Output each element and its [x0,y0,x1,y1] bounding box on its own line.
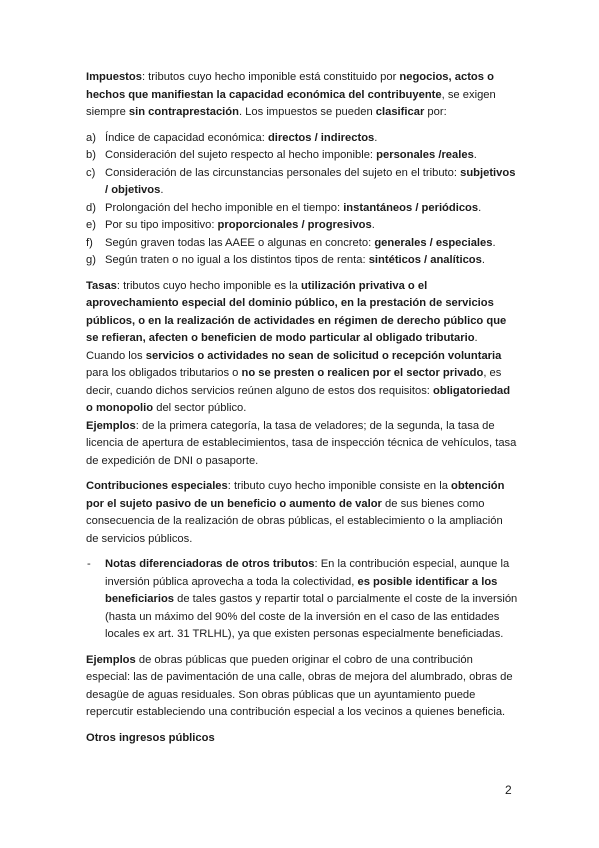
bold-text-run: Ejemplos [86,653,136,666]
bold-text-run: no se presten o realicen por el sector privado [241,367,484,379]
list-marker: b) [86,149,96,161]
text-run: , es decir, cuando dichos servicios reúnen alguno de estos dos requisitos: [86,367,502,397]
list-item [86,252,518,270]
list-marker: d) [86,201,96,214]
bold-text-run: Tasas [86,279,117,292]
list-item-text [105,149,477,161]
text-run: Según graven todas las AAEE o algunas en concreto: [105,236,375,249]
bold-text-run: subjetivos / objetivos [105,166,516,196]
bold-text-run: obligatoriedad o monopolio [86,384,511,414]
text-run: del sector público. [153,402,247,414]
bold-text-run: personales /reales [376,149,474,161]
list-item-text [105,254,485,266]
text-run: . [374,131,378,144]
text-run: : de la primera categoría, la tasa de veladores; de la segunda, la tasa de licencia de apertura de establecimientos, tasa de inspección técnica de vehículos, tasa de expedición de DNI o pasaporte. [86,419,517,467]
bold-text-run: Impuestos [86,71,142,83]
text-run: . [371,219,375,231]
bold-text-run: Ejemplos [86,419,136,432]
text-run: : tributos cuyo hecho imponible es la [116,279,301,292]
text-run: . [160,184,164,196]
notas-text [105,558,517,640]
list-item-text [105,219,375,231]
dash-marker: - [87,558,91,570]
text-run: . [478,201,482,214]
text-run: de obras públicas que pueden originar el cobro de una contribución especial: las de pavimentación de una calle, obras de mejora del alumbrado, obras de desagüe de aguas residuales. Son obras públicas que un ayuntamiento puede repercutir estableciendo una contribución especial a los vecinos a quienes beneficia. [86,653,513,718]
list-item [86,130,518,148]
bold-text-run: Notas diferenciadoras de otros tributos [105,558,315,570]
list-marker: c) [86,166,96,179]
text-run: . Los impuestos se pueden [238,106,376,118]
text-run: : En la contribución especial, aunque la inversión pública aprovecha a toda la colectividad, [105,558,510,588]
contribuciones-paragraph [86,478,518,548]
bold-text-run: clasificar [375,106,425,118]
text-run: Consideración de las circunstancias personales del sujeto en el tributo: [105,166,461,179]
list-item [86,217,518,235]
list-marker: e) [86,219,96,231]
list-marker: a) [86,131,96,144]
section-heading-otros [86,730,518,748]
list-item-text [105,167,515,197]
list-item [86,200,518,218]
contribuciones-examples-paragraph [86,652,518,722]
bold-text-run: utilización privativa o el aprovechamiento especial del dominio público, en la prestación de servicios públicos, o en la realización de actividades en régimen de derecho público que se refieran, afecten o beneficien de modo particular al obligado tributario [86,279,507,344]
impuestos-paragraph [86,69,518,122]
text-run: . Cuando los [86,332,478,362]
text-run: Por su tipo impositivo: [105,219,218,231]
text-run: : tributos cuyo hecho imponible está constituido por [141,71,400,83]
text-run: . [481,254,485,266]
bold-text-run: sintéticos / analíticos [368,254,482,266]
list-marker: g) [86,254,96,266]
bold-text-run: generales / especiales [374,236,493,249]
list-item-text [105,202,481,214]
bold-text-run: directos / indirectos [267,131,375,144]
text-run: Índice de capacidad económica: [105,131,268,144]
list-item-text [105,132,377,144]
page-number: 2 [505,783,512,797]
text-run: Consideración del sujeto respecto al hecho imponible: [105,149,377,161]
list-item [86,235,518,253]
impuestos-classification-list [86,130,518,270]
list-item [86,165,518,200]
bold-text-run: sin contraprestación [128,106,239,118]
text-run: , se exigen siempre [86,88,496,118]
text-run: . [473,149,477,161]
list-item [86,147,518,165]
bold-text-run: proporcionales / progresivos [217,219,372,231]
text-run: : tributo cuyo hecho imponible consiste en la [227,480,452,492]
list-marker: f) [86,236,93,249]
text-run: Prolongación del hecho imponible en el tiempo: [105,201,344,214]
list-item-text [105,237,496,249]
bold-text-run: servicios o actividades no sean de solicitud o recepción voluntaria [145,349,502,362]
bold-text-run: instantáneos / periódicos [343,201,479,214]
heading-text: Otros ingresos públicos [86,731,215,744]
text-run: por: [424,106,447,118]
tasas-examples-paragraph [86,418,518,471]
bold-text-run: negocios, actos o hechos que manifiestan la capacidad económica del contribuyente [86,71,494,101]
text-run: para los obligados tributarios o [86,367,242,379]
page-content [86,69,518,747]
text-run: de sus bienes como consecuencia de la realización de obras públicas, el establecimiento o la ampliación de servicios públicos. [86,497,503,545]
text-run: Según traten o no igual a los distintos tipos de renta: [105,254,369,266]
tasas-paragraph [86,278,518,418]
bold-text-run: obtención por el sujeto pasivo de un beneficio o aumento de valor [86,480,505,510]
text-run: de tales gastos y repartir total o parcialmente el coste de la inversión (hasta un máximo del 90% del coste de la inversión en el caso de las entidades locales ex art. 31 TRLHL), ya que existen personas especialmente beneficiadas. [105,593,518,640]
bold-text-run: Contribuciones especiales [86,480,228,492]
text-run: . [492,236,496,249]
bold-text-run: es posible identificar a los beneficiarios [105,575,498,605]
notas-bullet [86,556,518,644]
